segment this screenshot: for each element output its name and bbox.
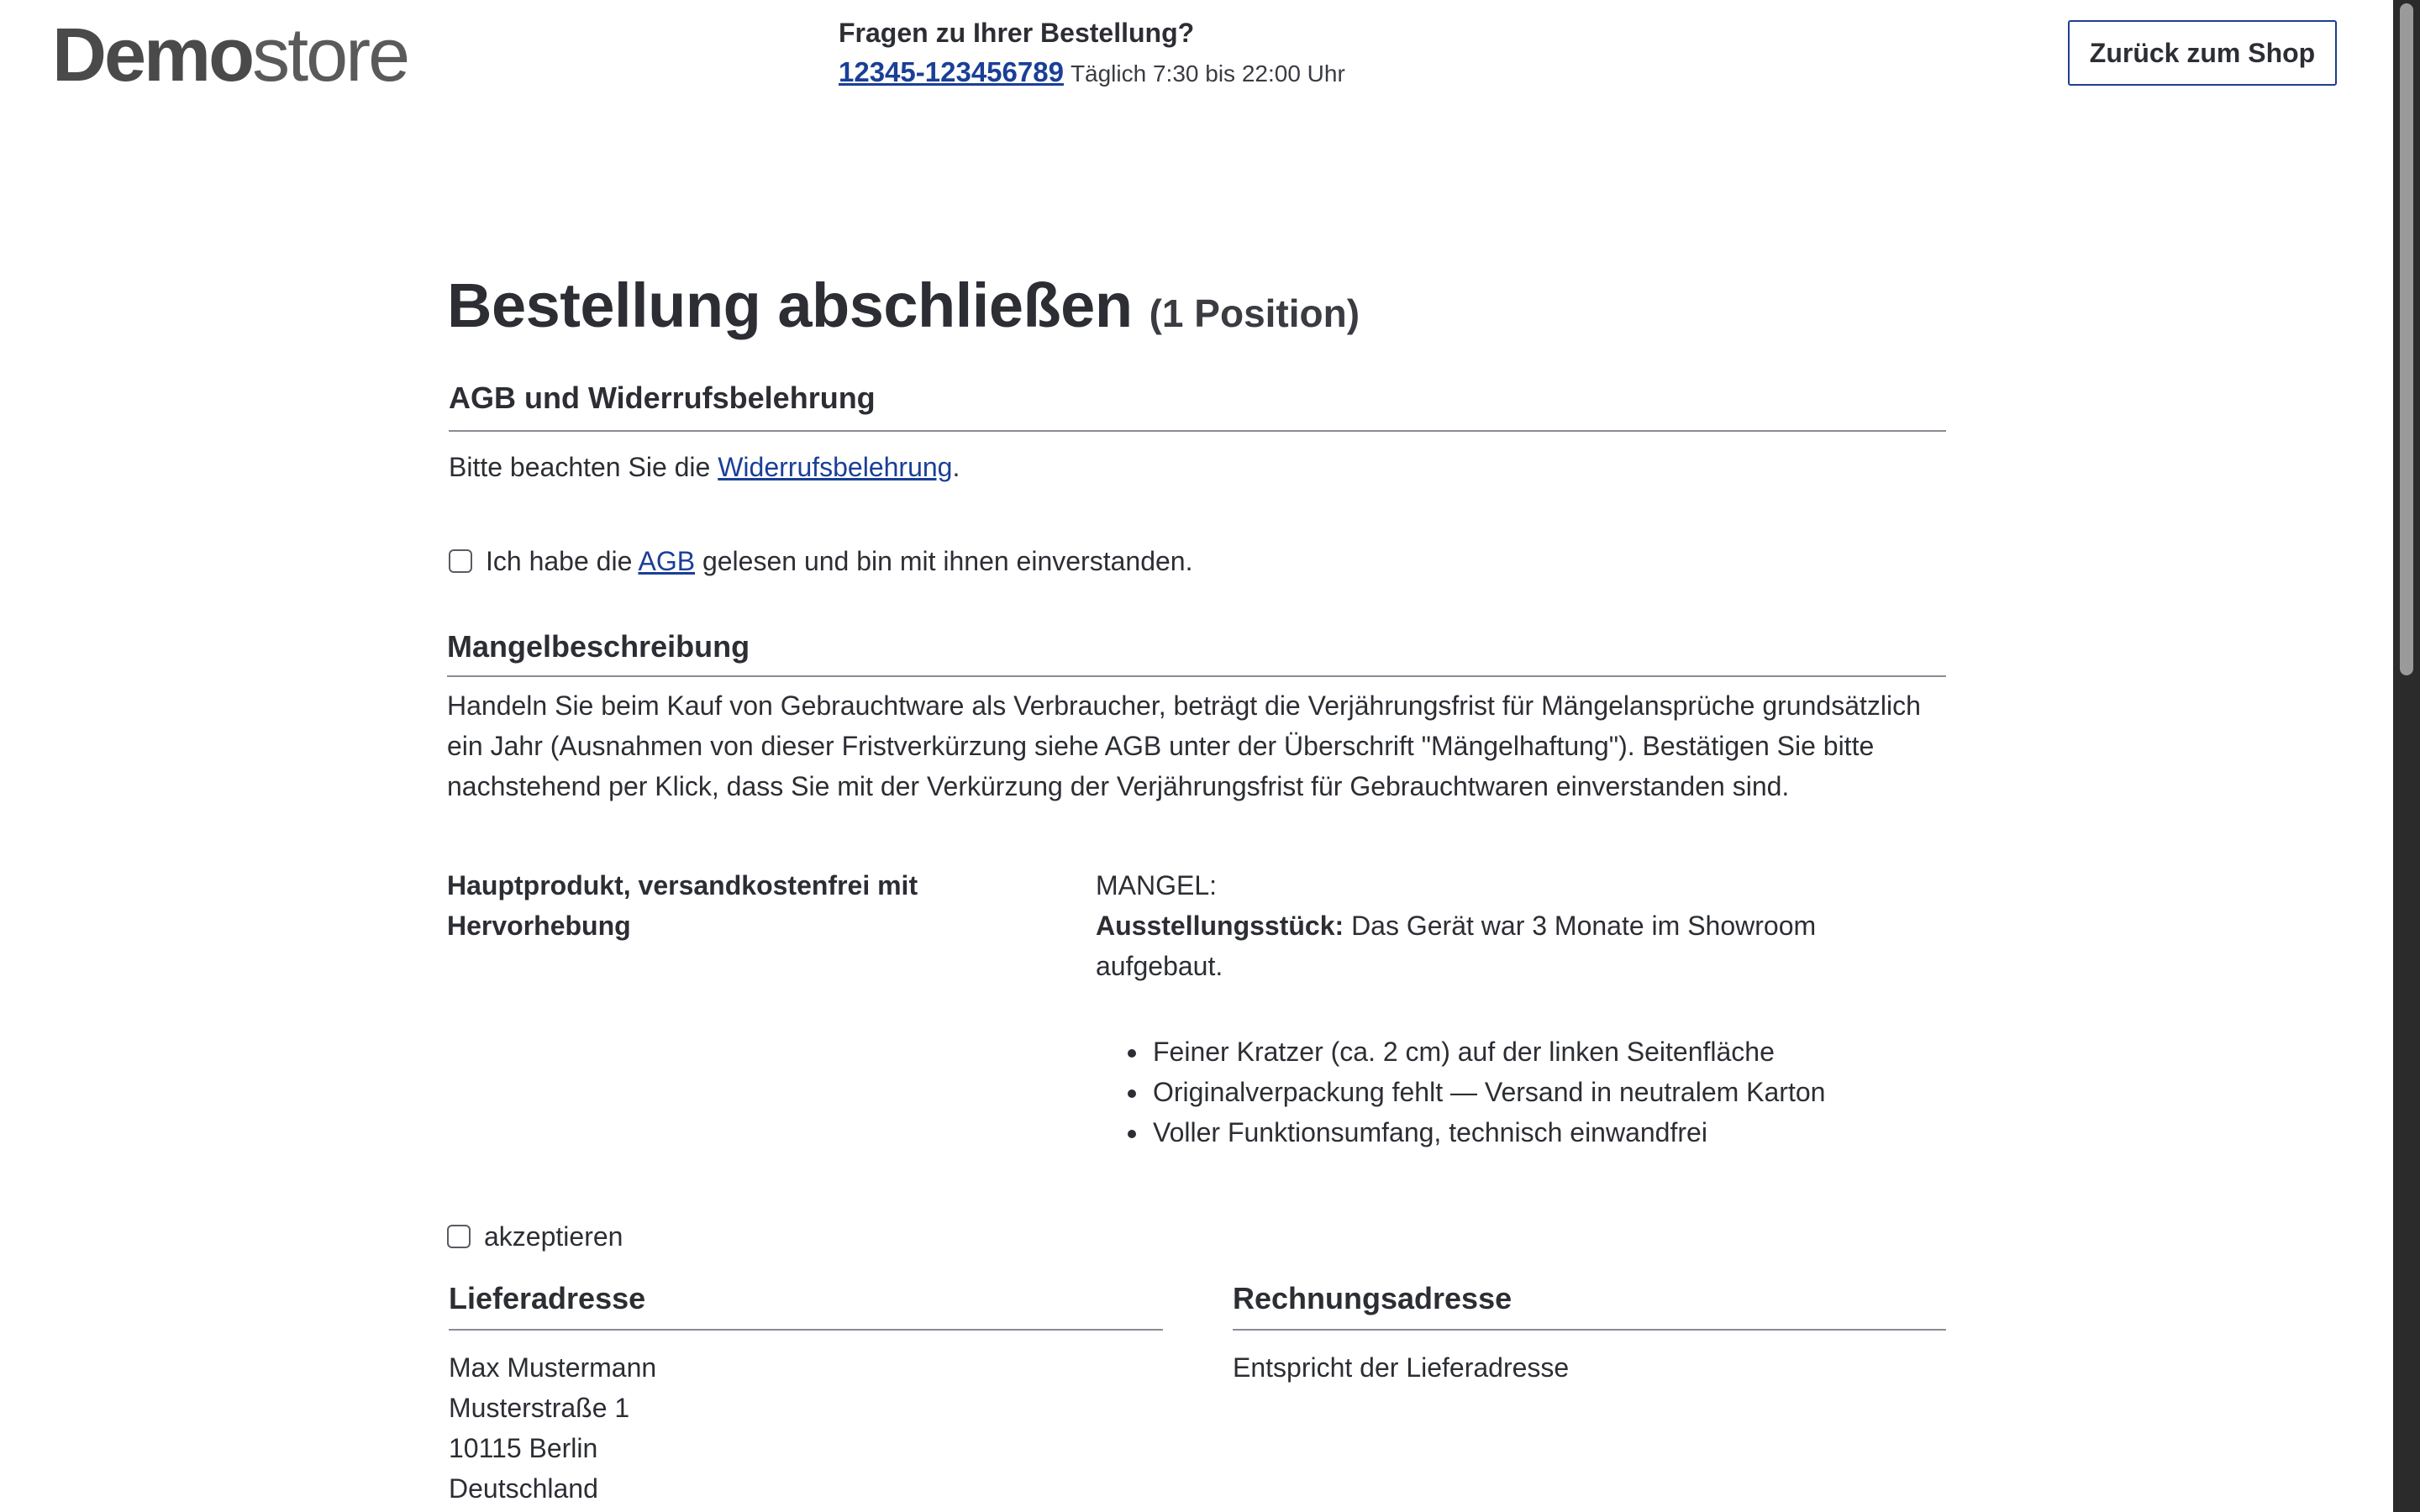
agb-checkbox-row (449, 541, 1192, 581)
widerruf-link[interactable]: Widerrufsbelehrung (718, 452, 953, 482)
checkout-main (447, 267, 1946, 1504)
agb-section (449, 378, 1946, 432)
agb-checkbox[interactable] (449, 549, 472, 573)
page-title-text: Bestellung abschließen (447, 270, 1133, 340)
defect-details (1096, 865, 1946, 1152)
defect-list (1096, 1032, 1946, 1152)
defect-item: • Feiner Kratzer (ca. 2 cm) auf der linken Seitenfläche (1150, 1032, 1946, 1072)
back-to-shop-button[interactable]: Zurück zum Shop (2068, 20, 2337, 86)
billing-heading: Rechnungsadresse (1233, 1278, 1946, 1331)
billing-address (1233, 1278, 1946, 1388)
agb-note-suffix: . (952, 452, 960, 482)
defect-label: MANGEL: (1096, 870, 1218, 900)
mangel-description: Handeln Sie beim Kauf von Gebrauchtware als Verbraucher, beträgt die Verjährungsfrist für Mängelansprüche grundsätzlich ein Jahr (Ausnahmen von dieser Fristverkürzung siehe AGB unter der Überschrift "Mängelhaftung"). Bestätigen Sie bitte nachstehend per Klick, dass Sie mit der Verkürzung der Verjährungsfrist für Gebrauchtwaren einverstanden sind. (447, 690, 1921, 801)
agb-checkbox-suffix: gelesen und bin mit ihnen einverstanden. (695, 546, 1193, 576)
accept-checkbox[interactable] (447, 1225, 471, 1248)
position-count: (1 Position) (1149, 291, 1360, 335)
accept-row (447, 1216, 623, 1257)
shipping-country: Deutschland (449, 1473, 598, 1504)
defect-item: • Voller Funktionsumfang, technisch einwandfrei (1150, 1112, 1946, 1152)
contact-hours: Täglich 7:30 bis 22:00 Uhr (1070, 60, 1345, 87)
defect-summary (1096, 906, 1946, 986)
contact-line (839, 55, 1345, 91)
shipping-address (449, 1278, 1163, 1509)
contact-question: Fragen zu Ihrer Bestellung? (839, 18, 1195, 48)
product-name: Hauptprodukt, versandkostenfrei mit Hervorhebung (447, 870, 918, 941)
store-logo[interactable] (52, 13, 408, 97)
page-title (447, 267, 1946, 352)
accept-label[interactable]: akzeptieren (484, 1221, 623, 1252)
contact-info (839, 15, 1345, 91)
shipping-city: 10115 Berlin (449, 1433, 598, 1463)
contact-phone-link[interactable]: 12345-123456789 (839, 56, 1064, 87)
billing-note: Entspricht der Lieferadresse (1233, 1352, 1570, 1383)
defect-title: Ausstellungsstück: (1096, 911, 1344, 941)
scrollbar-thumb[interactable] (2400, 3, 2413, 675)
defect-item: • Originalverpackung fehlt — Versand in neutralem Karton (1150, 1072, 1946, 1112)
agb-heading: AGB und Widerrufsbelehrung (449, 378, 1946, 432)
agb-link[interactable]: AGB (638, 546, 696, 576)
shipping-name: Max Mustermann (449, 1352, 657, 1383)
agb-checkbox-label[interactable] (486, 541, 1192, 581)
mangel-section (447, 627, 1946, 677)
logo-light-text: store (252, 13, 408, 97)
vertical-scrollbar[interactable] (2393, 0, 2420, 1512)
agb-note (449, 447, 960, 487)
agb-note-prefix: Bitte beachten Sie die (449, 452, 718, 482)
shipping-street: Musterstraße 1 (449, 1393, 630, 1423)
agb-checkbox-prefix: Ich habe die (486, 546, 639, 576)
logo-bold-text: Demo (52, 13, 253, 97)
defect-text: Das Gerät war 3 Monate im Showroom aufgebaut. (1096, 911, 1817, 981)
shipping-heading: Lieferadresse (449, 1278, 1163, 1331)
shipping-address-lines (449, 1347, 1163, 1509)
mangel-heading: Mangelbeschreibung (447, 627, 1946, 677)
